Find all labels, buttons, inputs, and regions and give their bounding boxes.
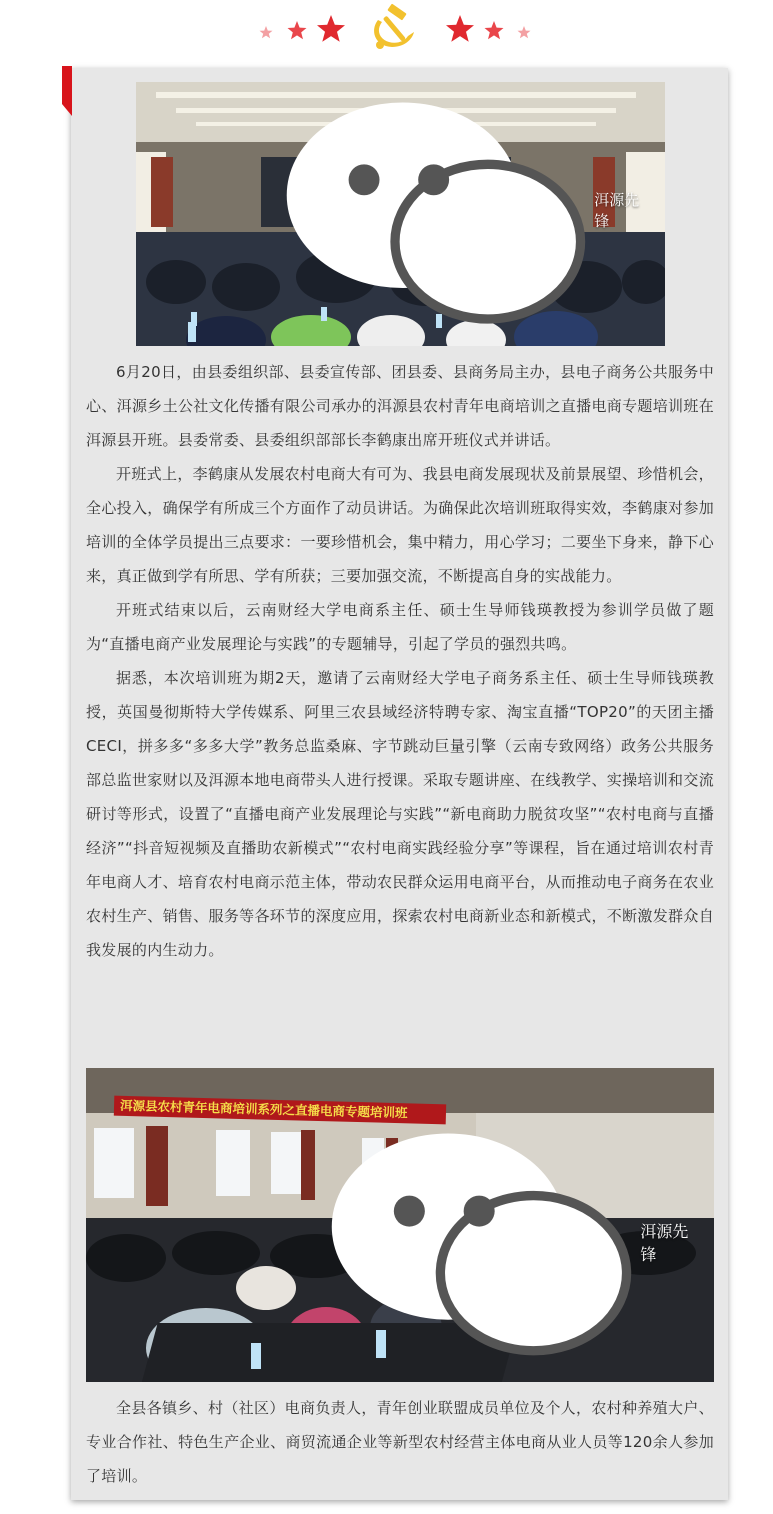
paragraph: 6月20日，由县委组织部、县委宣传部、团县委、县商务局主办，县电子商务公共服务中心、洱源乡土公社文化传播有限公司承办的洱源县农村青年电商培训之直播电商专题培训班在洱源县开班。县委常委、县委组织部部长李鹤康出席开班仪式并讲话。 <box>86 363 714 449</box>
hammer-sickle-icon <box>374 4 414 49</box>
star-icon <box>485 21 504 39</box>
wechat-icon <box>279 87 588 334</box>
corner-ribbon <box>60 66 74 116</box>
header-decoration <box>0 0 773 60</box>
wechat-icon <box>324 1118 634 1366</box>
star-icon <box>288 21 307 39</box>
paragraph: 据悉，本次培训班为期2天，邀请了云南财经大学电子商务系主任、硕士生导师钱瑛教授，英国曼彻斯特大学传媒系、阿里三农县域经济特聘专家、淘宝直播“TOP20”的天团主播CECI，拼多多“多多大学”教务总监桑麻、字节跳动巨量引擎（云南专致网络）政务公共服务部总监世家财以及洱源本地电商带头人进行授课。采取专题讲座、在线教学、实操培训和交流研讨等形式，设置了“直播电商产业发展理论与实践”“新电商助力脱贫攻坚”“农村电商与直播经济”“抖音短视频及直播助农新模式”“农村电商实践经验分享”等课程，旨在通过培训农村青年电商人才、培育农村电商示范主体，带动农民群众运用电商平台，从而推动电子商务在农业农村生产、销售、服务等各环节的深度应用，探索农村电商新业态和新模式，不断激发群众自我发展的内生动力。 <box>86 669 714 959</box>
star-icon <box>317 15 345 42</box>
trainees-photo <box>86 1068 714 1382</box>
opening-ceremony-photo <box>136 82 665 346</box>
star-icon <box>518 26 531 38</box>
article-closing <box>86 1391 714 1493</box>
watermark-text: 洱源先锋 <box>594 191 640 231</box>
paragraph: 开班式结束以后，云南财经大学电商系主任、硕士生导师钱瑛教授为参训学员做了题为“直播电商产业发展理论与实践”的专题辅导，引起了学员的强烈共鸣。 <box>86 601 714 653</box>
paragraph: 全县各镇乡、村（社区）电商负责人，青年创业联盟成员单位及个人，农村种养殖大户、专业合作社、特色生产企业、商贸流通企业等新型农村经营主体电商从业人员等120余人参加了培训。 <box>86 1399 714 1485</box>
star-icon <box>260 26 273 38</box>
banner-title-text: 洱源县农村青年电商培训系列之直播电商专题培训班 <box>114 1096 446 1125</box>
watermark-text: 洱源先锋 <box>640 1221 689 1264</box>
article-body <box>86 355 714 967</box>
watermark <box>279 87 645 334</box>
watermark <box>324 1118 694 1366</box>
paragraph: 开班式上，李鹤康从发展农村电商大有可为、我县电商发展现状及前景展望、珍惜机会，全心投入，确保学有所成三个方面作了动员讲话。为确保此次培训班取得实效，李鹤康对参加培训的全体学员提出三点要求：一要珍惜机会，集中精力，用心学习；二要坐下身来，静下心来，真正做到学有所思、学有所获；三要加强交流，不断提高自身的实战能力。 <box>86 465 714 585</box>
star-icon <box>446 15 474 42</box>
